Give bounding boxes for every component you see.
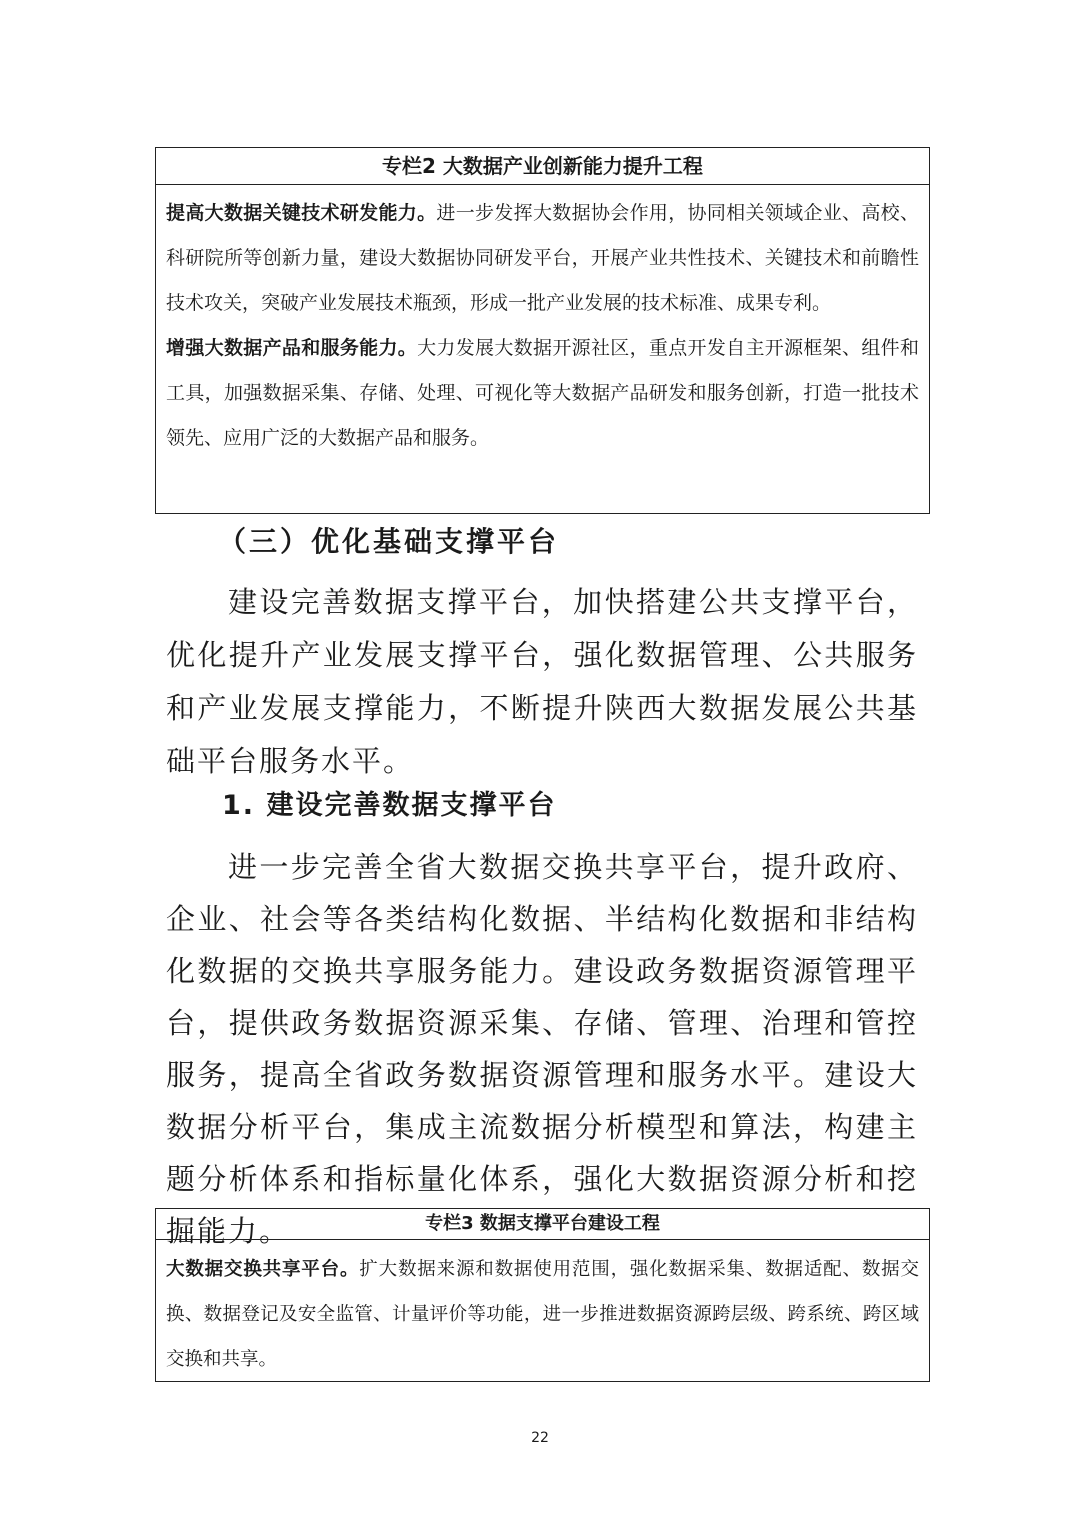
subsection-paragraph: 进一步完善全省大数据交换共享平台，提升政府、企业、社会等各类结构化数据、半结构化数据和非结构化数据的交换共享服务能力。建设政务数据资源管理平台，提供政务数据资源采集、存储、管理、治理和管控服务，提高全省政务数据资源管理和服务水平。建设大数据分析平台，集成主流数据分析模型和算法，构建主题分析体系和指标量化体系，强化大数据资源分析和挖掘能力。	[166, 850, 918, 1248]
item-lead: 增强大数据产品和服务能力。	[166, 337, 418, 359]
item-text: 扩大数据来源和数据使用范围，强化数据采集、数据适配、数据交换、数据登记及安全监管、计量评价等功能，进一步推进数据资源跨层级、跨系统、跨区域交换和共享。	[166, 1259, 919, 1370]
section-paragraph: 建设完善数据支撑平台，加快搭建公共支撑平台，优化提升产业发展支撑平台，强化数据管理、公共服务和产业发展支撑能力，不断提升陕西大数据发展公共基础平台服务水平。	[166, 585, 918, 778]
column-box-3	[155, 1208, 930, 1382]
section-heading: （三）优化基础支撑平台	[218, 525, 560, 558]
column-box-3-item	[166, 1247, 919, 1382]
item-text: 进一步发挥大数据协会作用，协同相关领域企业、高校、科研院所等创新力量，建设大数据协同研发平台，开展产业共性技术、关键技术和前瞻性技术攻关，突破产业发展技术瓶颈，形成一批产业发展的技术标准、成果专利。	[166, 202, 919, 314]
item-text: 大力发展大数据开源社区，重点开发自主开源框架、组件和工具，加强数据采集、存储、处理、可视化等大数据产品研发和服务创新，打造一批技术领先、应用广泛的大数据产品和服务。	[166, 337, 919, 449]
column-box-3-title: 专栏3 数据支撑平台建设工程	[156, 1209, 929, 1240]
item-lead: 提高大数据关键技术研发能力。	[166, 202, 437, 224]
column-box-2-item	[166, 326, 919, 461]
column-box-2-item	[166, 191, 919, 326]
page-number: 22	[531, 1430, 549, 1446]
column-box-3-body	[156, 1240, 929, 1382]
column-box-2-title: 专栏2 大数据产业创新能力提升工程	[156, 148, 929, 185]
column-box-2	[155, 147, 930, 514]
subsection-heading: 1. 建设完善数据支撑平台	[222, 790, 557, 821]
item-lead: 大数据交换共享平台。	[166, 1259, 360, 1280]
column-box-2-body	[156, 185, 929, 461]
